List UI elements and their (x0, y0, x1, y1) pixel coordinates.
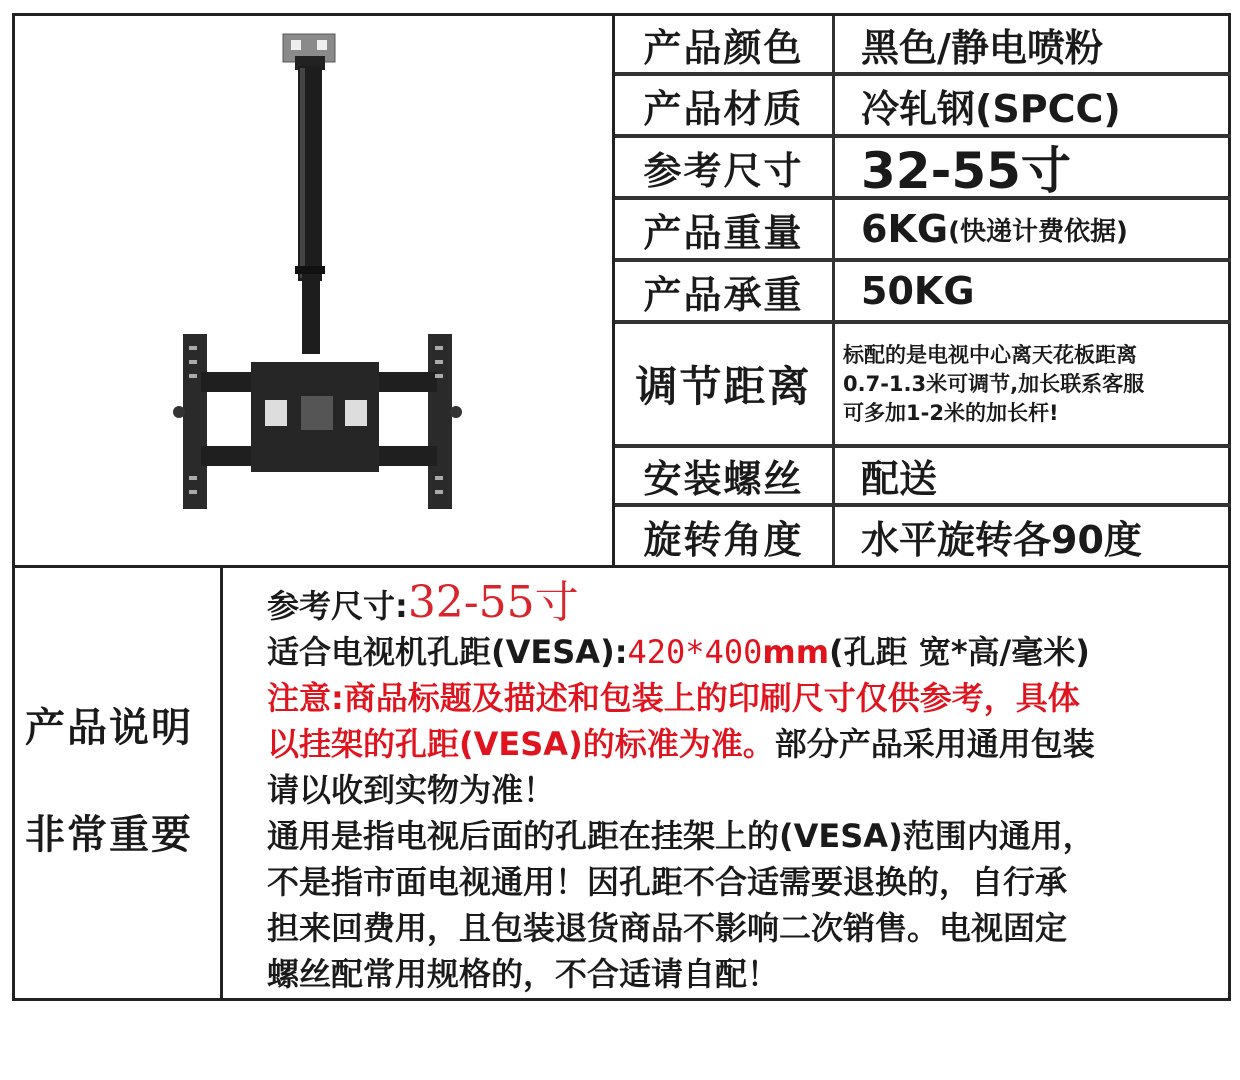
spec-value: 32-55寸 (861, 142, 1071, 200)
description-line: 螺丝配常用规格的，不合适请自配！ (267, 955, 780, 993)
spec-value: 水平旋转各90度 (861, 517, 1142, 562)
spec-label: 产品颜色 (615, 16, 835, 72)
size-label: 参考尺寸: (267, 587, 408, 625)
spec-value: 配送 (861, 457, 938, 501)
notice-line: 注意:商品标题及描述和包装上的印刷尺寸仅供参考，具体 (267, 679, 1080, 717)
distance-line: 标配的是电视中心离天花板距离 (843, 342, 1137, 367)
notes-heading-cell (15, 568, 223, 998)
vesa-line (267, 629, 1217, 675)
spec-row-distance (615, 324, 1231, 448)
spec-row-rotation (615, 507, 1231, 565)
spec-row-screws (615, 448, 1231, 507)
description-line: 通用是指电视后面的孔距在挂架上的(VESA)范围内通用， (267, 817, 1095, 855)
weight-note: (快递计费依据) (948, 216, 1128, 247)
vesa-unit: mm (762, 633, 830, 671)
notice-red-text: 以挂架的孔距(VESA)的标准为准。 (267, 725, 775, 763)
spec-label: 产品材质 (615, 76, 835, 134)
spec-value (835, 200, 1231, 258)
product-spec-sheet (12, 13, 1231, 1001)
spec-label: 旋转角度 (615, 507, 835, 565)
weight-main: 6KG (861, 207, 949, 251)
notice-black-text: 部分产品采用通用包装 (774, 725, 1095, 763)
spec-label: 参考尺寸 (615, 138, 835, 196)
spec-table (615, 16, 1231, 565)
spec-row-weight (615, 200, 1231, 262)
product-image-cell (15, 16, 615, 565)
notes-subheading: 非常重要 (25, 812, 193, 858)
vesa-value: 420*400 (627, 633, 763, 671)
spec-value: 冷轧钢(SPCC) (861, 86, 1121, 131)
distance-line: 可多加1-2米的加长杆! (843, 400, 1059, 425)
spec-label: 产品承重 (615, 262, 835, 320)
spec-value: 黑色/静电喷粉 (861, 25, 1103, 70)
description-line: 不是指市面电视通用！因孔距不合适需要退换的，自行承 (267, 863, 1068, 901)
spec-row-load (615, 262, 1231, 324)
notes-heading: 产品说明 (25, 705, 193, 751)
size-value: 32-55寸 (407, 577, 579, 628)
ceiling-tv-mount-image (15, 16, 612, 565)
notice-line-2 (267, 721, 1217, 767)
vesa-note: (孔距 宽*高/毫米) (829, 633, 1090, 671)
spec-label: 调节距离 (615, 324, 835, 444)
spec-row-material (615, 76, 1231, 138)
description-line: 担来回费用，且包装退货商品不影响二次销售。电视固定 (267, 909, 1068, 947)
spec-value (835, 324, 1231, 444)
spec-value: 50KG (861, 269, 975, 313)
spec-row-color (615, 16, 1231, 76)
spec-label: 产品重量 (615, 200, 835, 258)
spec-row-size (615, 138, 1231, 200)
notes-description (267, 577, 1217, 997)
size-line (267, 577, 1217, 629)
distance-line: 0.7-1.3米可调节,加长联系客服 (843, 371, 1145, 396)
product-notes-section (15, 565, 1228, 998)
description-line: 请以收到实物为准！ (267, 771, 556, 809)
spec-label: 安装螺丝 (615, 448, 835, 503)
vesa-label: 适合电视机孔距(VESA): (267, 633, 628, 671)
